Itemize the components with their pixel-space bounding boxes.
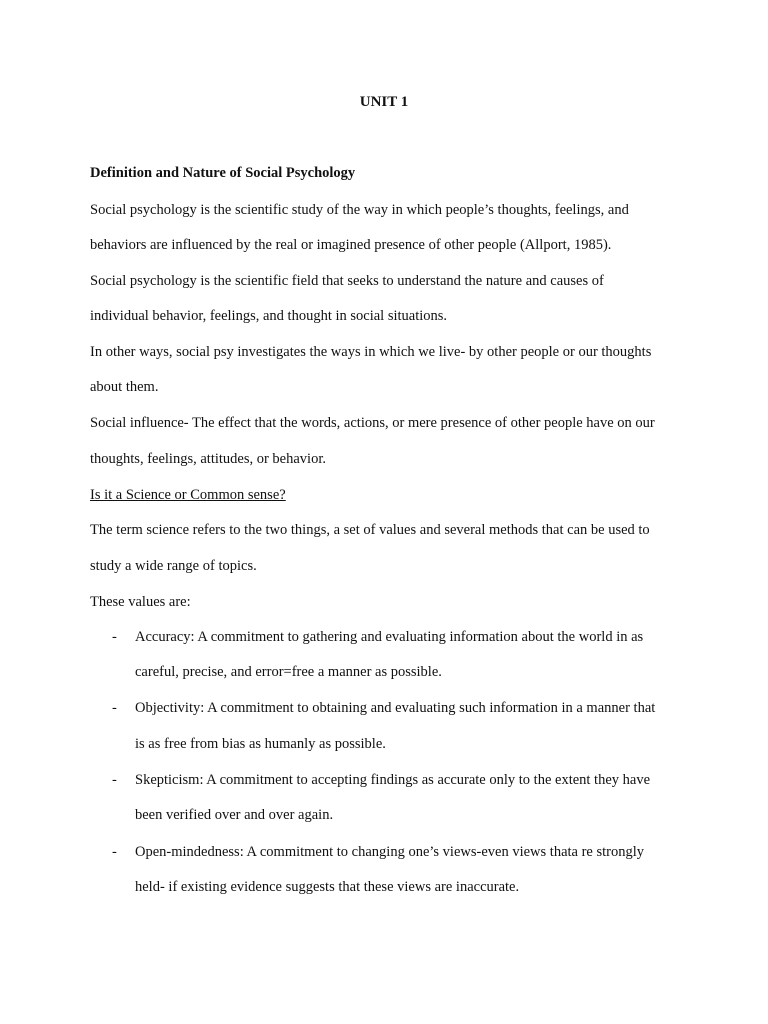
bullet-line: Skepticism: A commitment to accepting findings as accurate only to the extent they have (135, 772, 651, 788)
paragraph-line: about them. (90, 379, 159, 395)
paragraph-line: Social influence- The effect that the words, actions, or mere presence of other people have on our (90, 415, 655, 431)
values-intro: These values are: (90, 594, 191, 610)
bullet-marker: - (112, 844, 117, 860)
bullet-line: is as free from bias as humanly as possible. (135, 736, 386, 752)
bullet-line: Objectivity: A commitment to obtaining and evaluating such information in a manner that (135, 700, 656, 716)
page-title: UNIT 1 (359, 94, 409, 110)
paragraph-line: Social psychology is the scientific study of the way in which people’s thoughts, feelings, and (90, 202, 629, 218)
bullet-line: Accuracy: A commitment to gathering and evaluating information about the world in as (135, 629, 644, 645)
bullet-line: careful, precise, and error=free a manner as possible. (135, 664, 442, 680)
bullet-marker: - (112, 700, 117, 716)
subheading: Is it a Science or Common sense? (90, 487, 286, 503)
paragraph-line: study a wide range of topics. (90, 558, 257, 574)
section-heading: Definition and Nature of Social Psychology (90, 165, 356, 181)
paragraph-line: individual behavior, feelings, and thought in social situations. (90, 308, 448, 324)
paragraph-line: In other ways, social psy investigates the ways in which we live- by other people or our thoughts (90, 344, 652, 360)
paragraph-line: The term science refers to the two things, a set of values and several methods that can be used to (90, 522, 650, 538)
bullet-line: been verified over and over again. (135, 807, 334, 823)
paragraph-line: thoughts, feelings, attitudes, or behavior. (90, 451, 326, 467)
bullet-line: Open-mindedness: A commitment to changing one’s views-even views thata re strongly (135, 844, 645, 860)
paragraph-line: Social psychology is the scientific field that seeks to understand the nature and causes of (90, 273, 604, 289)
bullet-marker: - (112, 772, 117, 788)
bullet-marker: - (112, 629, 117, 645)
paragraph-line: behaviors are influenced by the real or imagined presence of other people (Allport, 1985). (90, 237, 612, 253)
bullet-line: held- if existing evidence suggests that these views are inaccurate. (135, 879, 520, 895)
